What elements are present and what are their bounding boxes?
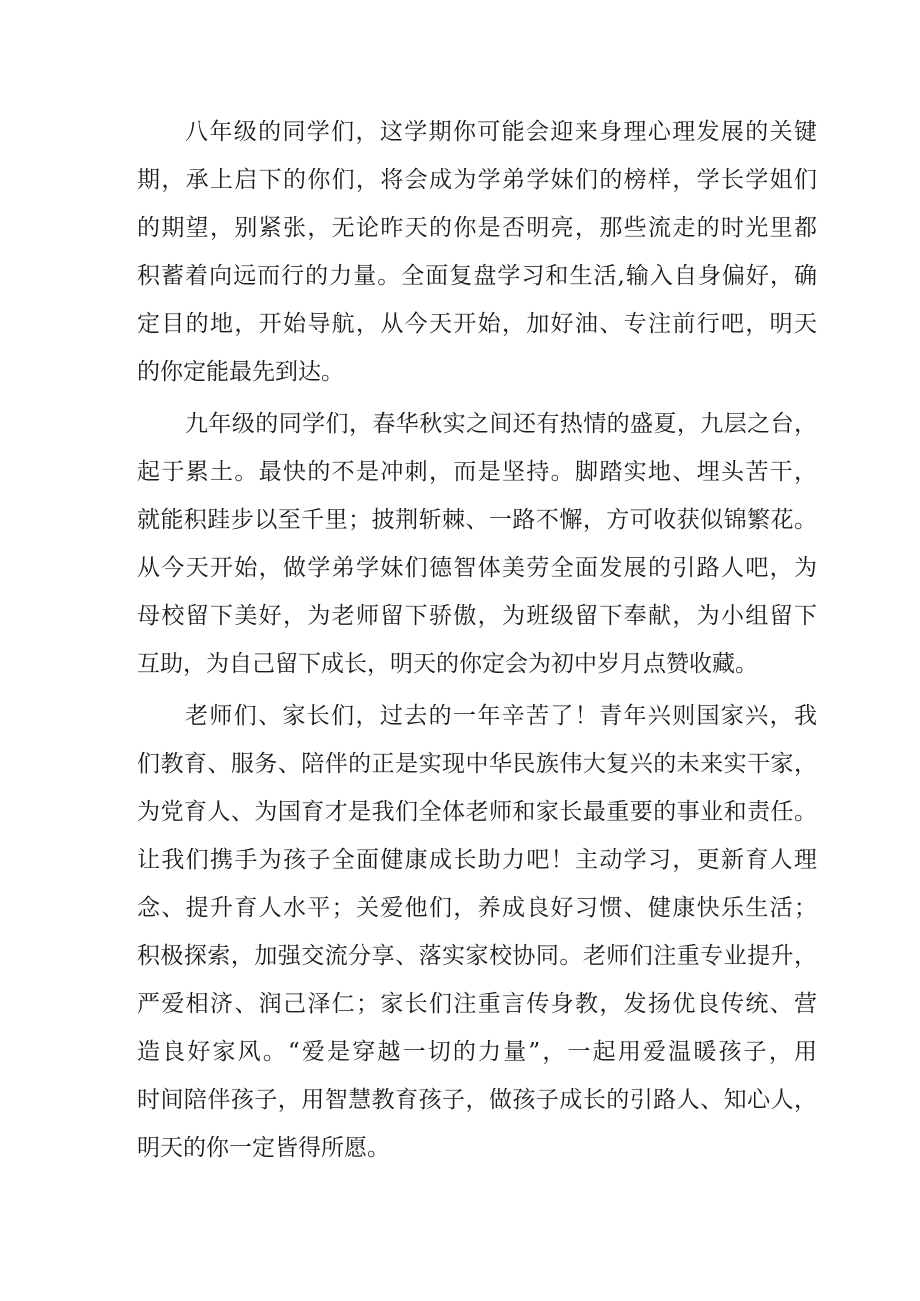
text-line: 积蓄着向远而行的力量。全面复盘学习和生活,输入自身偏好，确 <box>137 263 817 289</box>
text-line: 严爱相济、润己泽仁；家长们注重言传身教，发扬优良传统、营 <box>137 991 817 1017</box>
text-line: 期，承上启下的你们，将会成为学弟学妹们的榜样，学长学姐们 <box>137 167 817 193</box>
text-line: 定目的地，开始导航，从今天开始，加好油、专注前行吧，明天 <box>137 311 817 337</box>
text-line: 积极探索，加强交流分享、落实家校协同。老师们注重专业提升， <box>137 943 817 969</box>
text-line: 从今天开始，做学弟学妹们德智体美劳全面发展的引路人吧，为 <box>137 555 817 581</box>
text-line: 们教育、服务、陪伴的正是实现中华民族伟大复兴的未来实干家， <box>137 751 817 777</box>
paragraph-grade-eight <box>137 108 817 396</box>
text-line: 母校留下美好，为老师留下骄傲，为班级留下奉献，为小组留下 <box>137 603 817 629</box>
text-line: 为党育人、为国育才是我们全体老师和家长最重要的事业和责任。 <box>137 799 817 825</box>
text-line: 明天的你一定皆得所愿。 <box>137 1135 390 1161</box>
text-line: 互助，为自己留下成长，明天的你定会为初中岁月点赞收藏。 <box>137 651 758 677</box>
text-line: 的你定能最先到达。 <box>137 359 344 385</box>
text-line: 起于累土。最快的不是冲刺，而是坚持。脚踏实地、埋头苦干， <box>137 459 817 485</box>
text-line: 九年级的同学们，春华秋实之间还有热情的盛夏，九层之台， <box>185 411 817 437</box>
paragraph-teachers-parents <box>137 692 817 1172</box>
text-line: 八年级的同学们，这学期你可能会迎来身理心理发展的关键 <box>185 119 817 145</box>
text-line: 的期望，别紧张，无论昨天的你是否明亮，那些流走的时光里都 <box>137 215 817 241</box>
text-line: 念、提升育人水平；关爱他们，养成良好习惯、健康快乐生活； <box>137 895 817 921</box>
text-line: 老师们、家长们，过去的一年辛苦了！青年兴则国家兴，我 <box>185 703 817 729</box>
text-line: 让我们携手为孩子全面健康成长助力吧！主动学习，更新育人理 <box>137 847 817 873</box>
text-line: 造良好家风。“爱是穿越一切的力量”，一起用爱温暖孩子，用 <box>137 1039 817 1065</box>
text-line: 就能积跬步以至千里；披荆斩棘、一路不懈，方可收获似锦繁花。 <box>137 507 817 533</box>
text-line: 时间陪伴孩子，用智慧教育孩子，做孩子成长的引路人、知心人， <box>137 1087 817 1113</box>
paragraph-grade-nine <box>137 400 817 688</box>
